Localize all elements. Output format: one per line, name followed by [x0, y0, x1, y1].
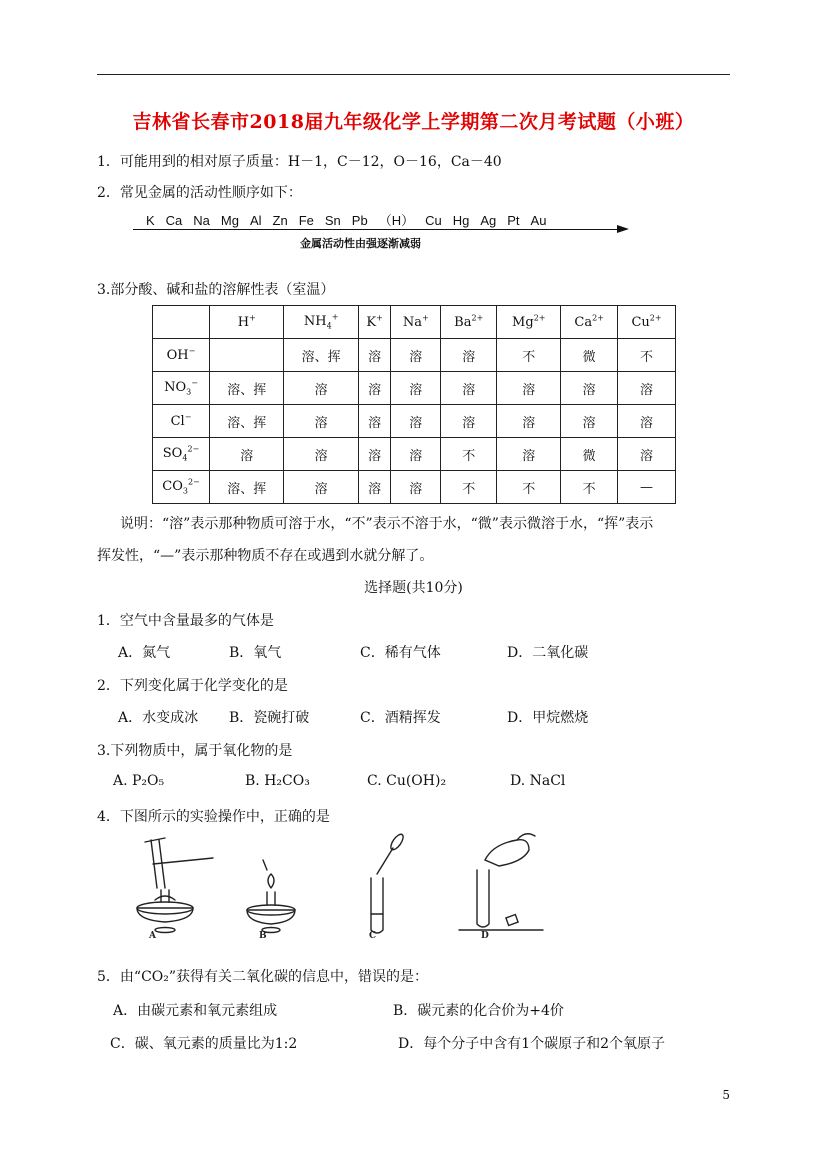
- ion-symbol: H: [237, 315, 250, 331]
- solubility-cell: 溶: [561, 405, 618, 438]
- solubility-cell: 溶: [358, 405, 390, 438]
- question-1-option-a: A．氮气: [118, 645, 171, 661]
- metal-symbol: Ag: [480, 213, 497, 228]
- solubility-cell: 微: [561, 339, 618, 372]
- metal-activity-series: [146, 210, 557, 229]
- anion-header-cell: [153, 339, 210, 372]
- solubility-cell: 溶、挥: [210, 405, 284, 438]
- question-5-option-b: B．碳元素的化合价为+4价: [393, 1003, 564, 1019]
- solubility-cell: 溶: [358, 438, 390, 471]
- question-3-option-c: C. Cu(OH)₂: [367, 773, 447, 789]
- solubility-cell: 溶: [284, 438, 358, 471]
- solubility-cell: 溶: [284, 471, 358, 504]
- solubility-cell: 溶: [497, 438, 561, 471]
- solubility-cell: 溶: [618, 372, 676, 405]
- ion-subscript: 3: [186, 387, 192, 397]
- metal-activity-caption: 金属活动性由强逐渐减弱: [300, 237, 421, 250]
- ion-charge: 2−: [187, 445, 200, 455]
- cation-header-cell: [358, 306, 390, 339]
- anion-header-cell: [153, 438, 210, 471]
- question-2-option-d: D．甲烷燃烧: [507, 710, 589, 726]
- table-row: [153, 339, 676, 372]
- metal-symbol: Au: [530, 213, 547, 228]
- solubility-cell: 溶: [441, 339, 497, 372]
- table-row: [153, 471, 676, 504]
- question-1-option-c: C．稀有气体: [360, 645, 441, 661]
- question-1-option-d: D．二氧化碳: [507, 645, 589, 661]
- question-3-option-b: B. H₂CO₃: [245, 773, 310, 789]
- table-corner-cell: [153, 306, 210, 339]
- table-header-row: [153, 306, 676, 339]
- ion-subscript: 4: [326, 321, 332, 331]
- metal-symbol: Cu: [425, 213, 442, 228]
- solubility-cell: 溶: [358, 372, 390, 405]
- metal-symbol: Ca: [165, 213, 183, 228]
- ion-charge: 2+: [592, 313, 604, 323]
- solubility-cell: 溶: [284, 372, 358, 405]
- ion-symbol: SO: [162, 446, 183, 462]
- table-row: [153, 372, 676, 405]
- cation-header-cell: [561, 306, 618, 339]
- ion-symbol: Mg: [512, 315, 534, 331]
- figure-label-b: B: [259, 931, 267, 940]
- header-rule: [97, 74, 730, 75]
- page-title: 吉林省长春市2018届九年级化学上学期第二次月考试题（小班）: [132, 111, 695, 133]
- activity-arrow-line: [133, 229, 619, 230]
- table-note-line2: 挥发性，“—”表示那种物质不存在或遇到水就分解了。: [97, 548, 434, 564]
- question-3-option-a: A. P₂O₅: [113, 773, 165, 789]
- ion-subscript: 4: [182, 453, 188, 463]
- solubility-cell: 不: [441, 471, 497, 504]
- solubility-cell: 不: [497, 471, 561, 504]
- ion-charge: +: [331, 313, 339, 323]
- question-1-stem: 1．空气中含量最多的气体是: [97, 613, 274, 629]
- figure-c-dropper-tube: [371, 832, 405, 933]
- metal-symbol: Pt: [507, 213, 520, 228]
- ion-symbol: Ba: [454, 315, 472, 331]
- metal-symbol: Hg: [452, 213, 470, 228]
- solubility-cell: 不: [561, 471, 618, 504]
- metal-symbol: Zn: [272, 213, 288, 228]
- question-5-stem: 5．由“CO₂”获得有关二氧化碳的信息中，错误的是：: [97, 969, 429, 985]
- cation-header-cell: [618, 306, 676, 339]
- metal-symbol: K: [146, 213, 155, 228]
- solubility-cell: 溶: [618, 405, 676, 438]
- solubility-cell: 溶: [391, 372, 441, 405]
- ion-charge: 2+: [471, 313, 484, 323]
- solubility-cell: 溶: [391, 438, 441, 471]
- solubility-cell: 溶: [358, 339, 390, 372]
- figure-label-d: D: [481, 931, 489, 940]
- ion-symbol: K: [366, 315, 377, 331]
- ion-symbol: Ca: [574, 315, 593, 331]
- question-2-stem: 2．下列变化属于化学变化的是: [97, 678, 288, 694]
- figure-a-heating-tube: [137, 838, 213, 933]
- metal-symbol: Al: [249, 213, 262, 228]
- solubility-cell: 溶: [618, 438, 676, 471]
- table-row: [153, 438, 676, 471]
- question-2-option-b: B．瓷碗打破: [229, 710, 310, 726]
- page-number: 5: [722, 1088, 730, 1102]
- solubility-cell: 溶: [441, 405, 497, 438]
- metal-activity-intro: 2．常见金属的活动性顺序如下：: [97, 185, 302, 201]
- question-3-option-d: D. NaCl: [510, 773, 566, 789]
- ion-charge: −: [191, 379, 198, 389]
- cation-header-cell: [391, 306, 441, 339]
- question-5-option-c: C．碳、氧元素的质量比为1:2: [110, 1036, 298, 1052]
- solubility-cell: 不: [497, 339, 561, 372]
- solubility-cell: 微: [561, 438, 618, 471]
- question-1-option-b: B．氧气: [229, 645, 282, 661]
- solubility-cell: 溶、挥: [210, 471, 284, 504]
- solubility-cell: 溶: [391, 471, 441, 504]
- solubility-cell: 溶: [441, 372, 497, 405]
- solubility-cell: [210, 339, 284, 372]
- solubility-cell: 溶、挥: [210, 372, 284, 405]
- table-note-line1: 说明：“溶”表示那种物质可溶于水，“不”表示不溶于水，“微”表示微溶于水，“挥”表示: [120, 516, 654, 532]
- solubility-cell: 溶: [561, 372, 618, 405]
- metal-symbol: Sn: [324, 213, 341, 228]
- metal-symbol: Mg: [220, 213, 239, 228]
- lab-operations-figure: [125, 830, 545, 940]
- ion-symbol: NH: [303, 314, 327, 330]
- solubility-cell: 溶: [358, 471, 390, 504]
- solubility-cell: 溶: [391, 339, 441, 372]
- solubility-cell: —: [618, 471, 676, 504]
- arrow-right-icon: [617, 225, 629, 233]
- ion-charge: +: [249, 313, 256, 323]
- cation-header-cell: [284, 306, 358, 339]
- solubility-cell: 不: [618, 339, 676, 372]
- cation-header-cell: [497, 306, 561, 339]
- table-row: [153, 405, 676, 438]
- metal-symbol: Fe: [298, 213, 314, 228]
- solubility-cell: 溶: [497, 372, 561, 405]
- figure-label-c: C: [369, 931, 377, 940]
- anion-header-cell: [153, 372, 210, 405]
- ion-charge: 2−: [187, 478, 200, 488]
- ion-symbol: NO: [164, 380, 187, 396]
- figure-d-pouring: [459, 834, 543, 930]
- figure-label-a: A: [149, 931, 156, 940]
- cation-header-cell: [210, 306, 284, 339]
- ion-charge: −: [184, 412, 192, 422]
- question-2-option-c: C．酒精挥发: [360, 710, 441, 726]
- ion-charge: −: [188, 346, 196, 356]
- ion-symbol: Cl: [170, 414, 185, 430]
- atomic-mass-line: 1．可能用到的相对原子质量：H－1，C－12，O－16，Ca－40: [97, 154, 502, 170]
- ion-symbol: OH: [166, 348, 189, 364]
- question-5-option-d: D．每个分子中含有1个碳原子和2个氧原子: [398, 1036, 666, 1052]
- solubility-cell: 溶: [284, 405, 358, 438]
- ion-symbol: Na: [402, 315, 422, 331]
- ion-symbol: CO: [162, 479, 183, 495]
- ion-charge: +: [421, 313, 429, 323]
- ion-symbol: Cu: [631, 315, 650, 331]
- figure-b-alcohol-lamp: [247, 860, 295, 933]
- question-3-stem: 3.下列物质中，属于氧化物的是: [97, 743, 293, 759]
- cation-header-cell: [441, 306, 497, 339]
- question-5-option-a: A．由碳元素和氧元素组成: [113, 1003, 278, 1019]
- ion-subscript: 3: [182, 486, 188, 496]
- solubility-cell: 溶: [497, 405, 561, 438]
- solubility-table-title: 3.部分酸、碱和盐的溶解性表（室温）: [97, 282, 335, 298]
- solubility-cell: 溶、挥: [284, 339, 358, 372]
- anion-header-cell: [153, 405, 210, 438]
- solubility-cell: 溶: [391, 405, 441, 438]
- anion-header-cell: [153, 471, 210, 504]
- metal-symbol: Na: [193, 213, 210, 228]
- section-title: 选择题(共10分): [364, 580, 463, 596]
- ion-charge: 2+: [533, 313, 546, 323]
- metal-symbol: Pb: [351, 213, 368, 228]
- question-4-stem: 4．下图所示的实验操作中，正确的是: [97, 809, 330, 825]
- solubility-cell: 溶: [210, 438, 284, 471]
- metal-symbol: （H）: [378, 213, 415, 228]
- question-2-option-a: A．水变成冰: [118, 710, 199, 726]
- solubility-cell: 不: [441, 438, 497, 471]
- ion-charge: +: [376, 313, 383, 323]
- solubility-table: [152, 305, 676, 504]
- ion-charge: 2+: [649, 313, 662, 323]
